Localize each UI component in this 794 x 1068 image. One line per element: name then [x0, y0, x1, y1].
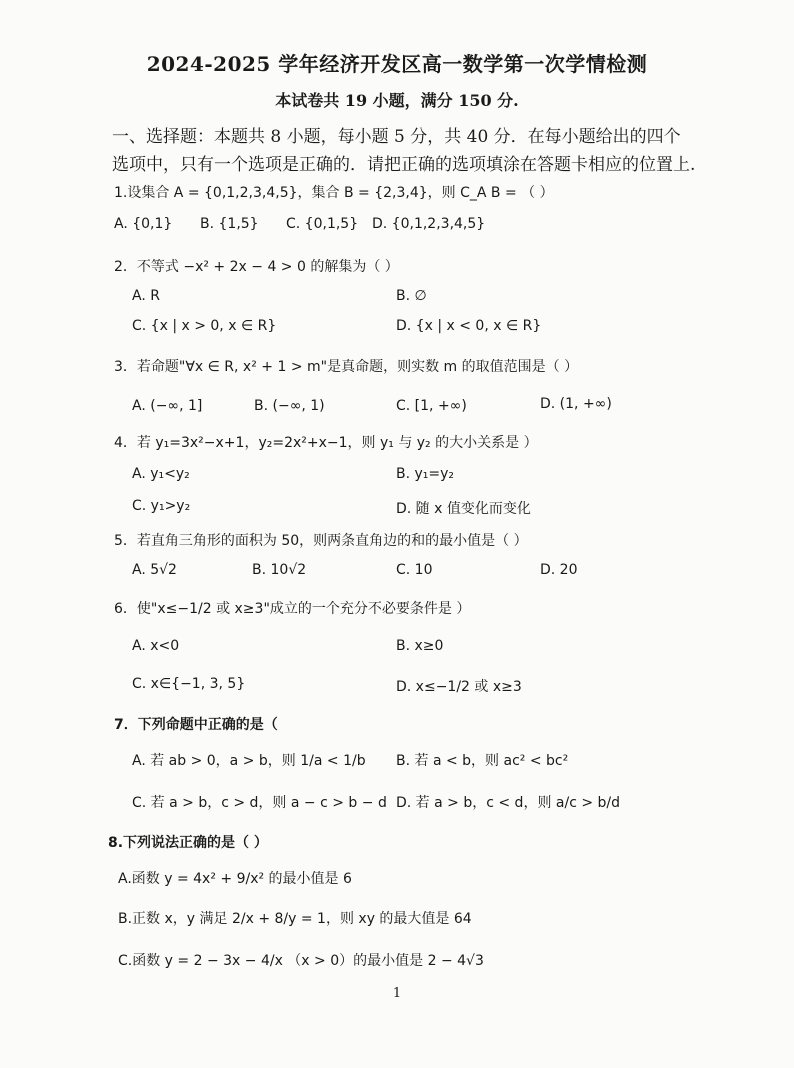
question-4-option-d: D. 随 x 值变化而变化: [396, 501, 531, 517]
question-7-option-d: D. 若 a > b，c < d，则 a/c > b/d: [396, 795, 621, 811]
section-heading-line2: 选项中，只有一个选项是正确的．请把正确的选项填涂在答题卡相应的位置上.: [112, 155, 696, 175]
question-7-option-b: B. 若 a < b，则 ac² < bc²: [396, 753, 569, 769]
question-2-option-d: D. {x | x < 0, x ∈ R}: [396, 318, 542, 334]
question-3-option-b: B. (−∞, 1): [254, 398, 325, 414]
question-5-stem: 5．若直角三角形的面积为 50，则两条直角边的和的最小值是（ ）: [114, 533, 528, 549]
question-4-option-c: C. y₁>y₂: [132, 498, 191, 514]
question-3-option-d: D. (1, +∞): [540, 396, 612, 412]
question-2-option-b: B. ∅: [396, 288, 427, 304]
page-title: 2024-2025 学年经济开发区高一数学第一次学情检测: [146, 52, 648, 76]
question-2-option-c: C. {x | x > 0, x ∈ R}: [132, 318, 277, 334]
question-1-stem: 1.设集合 A = {0,1,2,3,4,5}，集合 B = {2,3,4}，则 C_A B = （ ）: [114, 185, 554, 201]
question-8-option-a: A.函数 y = 4x² + 9/x² 的最小值是 6: [118, 871, 352, 887]
question-2-stem: 2．不等式 −x² + 2x − 4 > 0 的解集为（ ）: [114, 259, 399, 275]
question-8-option-b: B.正数 x，y 满足 2/x + 8/y = 1，则 xy 的最大值是 64: [118, 911, 472, 927]
question-4-option-a: A. y₁<y₂: [132, 466, 190, 482]
exam-subtitle: 本试卷共 19 小题，满分 150 分.: [275, 91, 519, 110]
question-1-option-c: C. {0,1,5}: [286, 216, 359, 232]
question-6-option-c: C. x∈{−1, 3, 5}: [132, 676, 246, 692]
question-6-option-d: D. x≤−1/2 或 x≥3: [396, 679, 522, 695]
question-3-option-c: C. [1, +∞): [396, 398, 467, 414]
question-2-option-a: A. R: [132, 288, 160, 304]
question-6-option-b: B. x≥0: [396, 638, 444, 654]
question-3-option-a: A. (−∞, 1]: [132, 398, 203, 414]
question-7-stem: 7．下列命题中正确的是（: [114, 717, 278, 733]
question-8-stem: 8.下列说法正确的是（ ）: [108, 835, 268, 851]
question-3-stem: 3．若命题"∀x ∈ R, x² + 1 > m"是真命题，则实数 m 的取值范围是（ ）: [114, 359, 579, 375]
page-number: 1: [392, 986, 402, 1001]
question-7-option-c: C. 若 a > b，c > d，则 a − c > b − d: [132, 795, 387, 811]
question-4-option-b: B. y₁=y₂: [396, 466, 455, 482]
question-6-option-a: A. x<0: [132, 638, 180, 654]
question-1-option-a: A. {0,1}: [114, 216, 173, 232]
question-5-option-b: B. 10√2: [252, 562, 307, 578]
question-7-option-a: A. 若 ab > 0，a > b，则 1/a < 1/b: [132, 753, 366, 769]
question-5-option-a: A. 5√2: [132, 562, 177, 578]
question-1-option-b: B. {1,5}: [200, 216, 259, 232]
question-4-stem: 4．若 y₁=3x²−x+1，y₂=2x²+x−1，则 y₁ 与 y₂ 的大小关系是 ）: [114, 435, 538, 451]
section-heading-line1: 一、选择题：本题共 8 小题，每小题 5 分，共 40 分．在每小题给出的四个: [112, 127, 681, 147]
question-1-option-d: D. {0,1,2,3,4,5}: [372, 216, 486, 232]
question-8-option-c: C.函数 y = 2 − 3x − 4/x （x > 0）的最小值是 2 − 4√3: [118, 953, 484, 969]
question-5-option-c: C. 10: [396, 562, 433, 578]
question-6-stem: 6．使"x≤−1/2 或 x≥3"成立的一个充分不必要条件是 ）: [114, 601, 471, 617]
question-5-option-d: D. 20: [540, 562, 578, 578]
